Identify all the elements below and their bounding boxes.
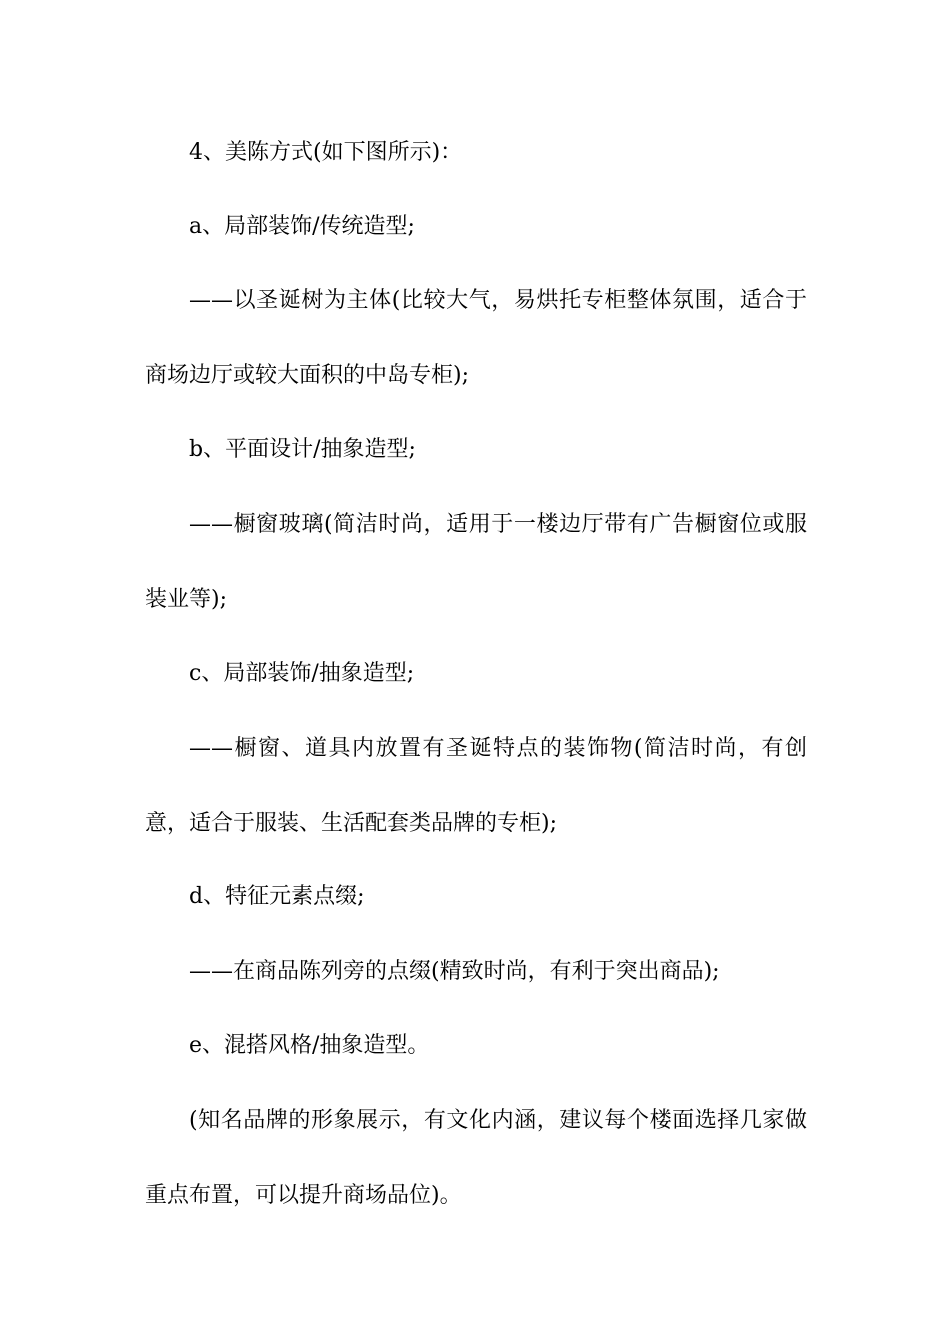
paragraph-item-a-detail: ——以圣诞树为主体(比较大气，易烘托专柜整体氛围，适合于商场边厅或较大面积的中岛专柜); [145,288,807,388]
paragraph-item-b-detail: ——橱窗玻璃(简洁时尚，适用于一楼边厅带有广告橱窗位或服装业等); [145,512,807,612]
paragraph-item-a: a、局部装饰/传统造型; [189,214,415,239]
paragraph-heading: 4、美陈方式(如下图所示)： [189,140,463,165]
paragraph-item-b: b、平面设计/抽象造型; [189,437,416,462]
paragraph-item-d: d、特征元素点缀; [189,884,365,909]
paragraph-item-d-detail: ——在商品陈列旁的点缀(精致时尚，有利于突出商品); [189,959,720,984]
paragraph-item-e-detail: (知名品牌的形象展示，有文化内涵，建议每个楼面选择几家做重点布置，可以提升商场品位)。 [145,1108,807,1208]
paragraph-item-e: e、混搭风格/抽象造型。 [189,1033,430,1058]
paragraph-item-c: c、局部装饰/抽象造型; [189,661,415,686]
paragraph-item-c-detail: ——橱窗、道具内放置有圣诞特点的装饰物(简洁时尚，有创意，适合于服装、生活配套类品牌的专柜); [145,736,807,836]
